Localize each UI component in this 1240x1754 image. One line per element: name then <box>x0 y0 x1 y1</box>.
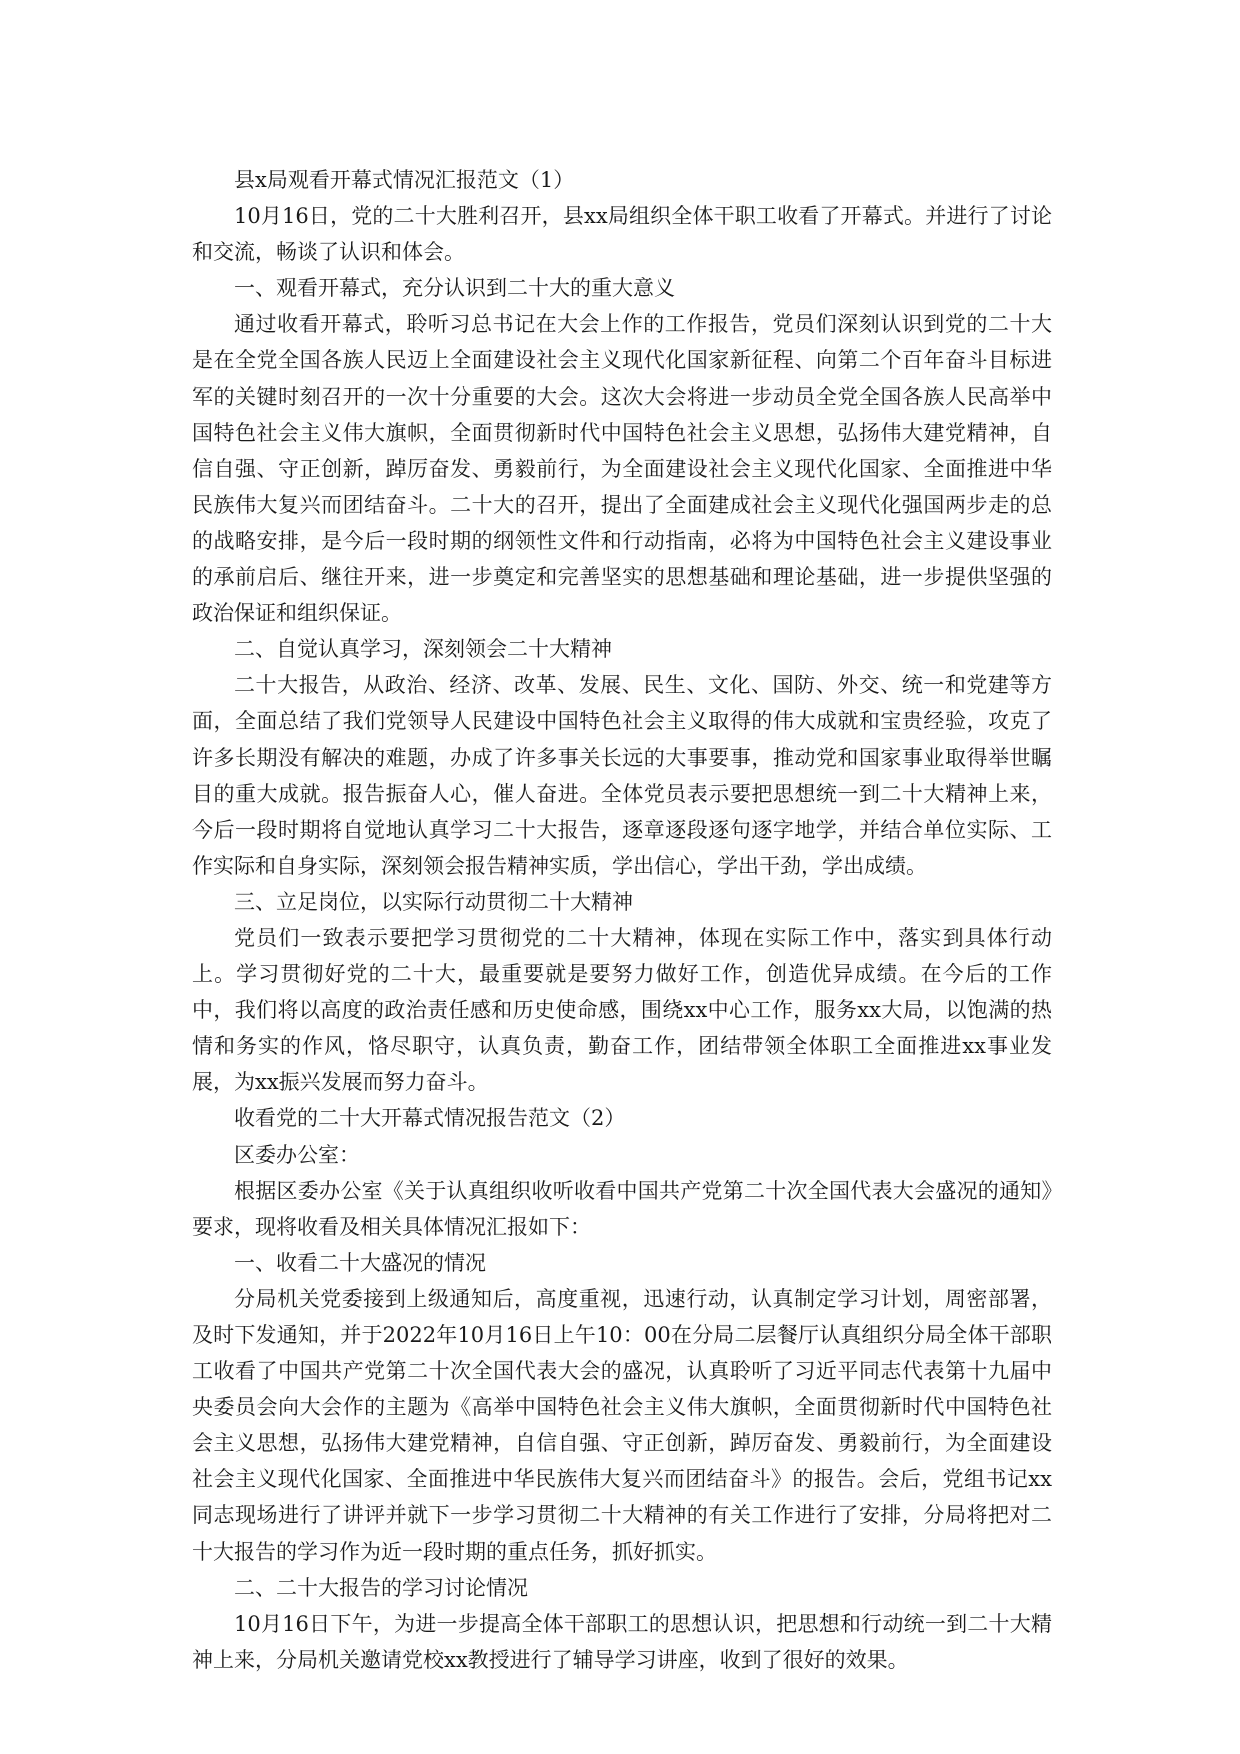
section-heading: 一、收看二十大盛况的情况 <box>234 1250 486 1275</box>
paragraph: 10月16日下午，为进一步提高全体干部职工的思想认识，把思想和行动统一到二十大精神上来，分局机关邀请党校xx教授进行了辅导学习讲座，收到了很好的效果。 <box>192 1611 1052 1672</box>
paragraph: 二十大报告，从政治、经济、改革、发展、民生、文化、国防、外交、统一和党建等方面，全面总结了我们党领导人民建设中国特色社会主义取得的伟大成就和宝贵经验，攻克了许多长期没有解决的难题，办成了许多事关长远的大事要事，推动党和国家事业取得举世瞩目的重大成就。报告振奋人心，催人奋进。全体党员表示要把思想统一到二十大精神上来，今后一段时期将自觉地认真学习二十大报告，逐章逐段逐句逐字地学，并结合单位实际、工作实际和自身实际，深刻领会报告精神实质，学出信心，学出干劲，学出成绩。 <box>192 673 1052 878</box>
paragraph: 根据区委办公室《关于认真组织收听收看中国共产党第二十次全国代表大会盛况的通知》要求，现将收看及相关具体情况汇报如下： <box>192 1178 1052 1239</box>
paragraph: 党员们一致表示要把学习贯彻党的二十大精神，体现在实际工作中，落实到具体行动上。学习贯彻好党的二十大，最重要就是要努力做好工作，创造优异成绩。在今后的工作中，我们将以高度的政治责任感和历史使命感，围绕xx中心工作，服务xx大局，以饱满的热情和务实的作风，恪尽职守，认真负责，勤奋工作，团结带领全体职工全面推进xx事业发展，为xx振兴发展而努力奋斗。 <box>192 925 1052 1095</box>
document-body <box>192 162 1052 1678</box>
paragraph: 通过收看开幕式，聆听习总书记在大会上作的工作报告，党员们深刻认识到党的二十大是在全党全国各族人民迈上全面建设社会主义现代化国家新征程、向第二个百年奋斗目标进军的关键时刻召开的一次十分重要的大会。这次大会将进一步动员全党全国各族人民高举中国特色社会主义伟大旗帜，全面贯彻新时代中国特色社会主义思想，弘扬伟大建党精神，自信自强、守正创新，踔厉奋发、勇毅前行，为全面建设社会主义现代化国家、全面推进中华民族伟大复兴而团结奋斗。二十大的召开，提出了全面建成社会主义现代化强国两步走的总的战略安排，是今后一段时期的纲领性文件和行动指南，必将为中国特色社会主义建设事业的承前启后、继往开来，进一步奠定和完善坚实的思想基础和理论基础，进一步提供坚强的政治保证和组织保证。 <box>192 312 1052 626</box>
section-heading: 二、自觉认真学习，深刻领会二十大精神 <box>234 637 612 662</box>
paragraph: 分局机关党委接到上级通知后，高度重视，迅速行动，认真制定学习计划，周密部署，及时下发通知，并于2022年10月16日上午10：00在分局二层餐厅认真组织分局全体干部职工收看了中国共产党第二十次全国代表大会的盛况，认真聆听了习近平同志代表第十九届中央委员会向大会作的主题为《高举中国特色社会主义伟大旗帜，全面贯彻新时代中国特色社会主义思想，弘扬伟大建党精神，自信自强、守正创新，踔厉奋发、勇毅前行，为全面建设社会主义现代化国家、全面推进中华民族伟大复兴而团结奋斗》的报告。会后，党组书记xx同志现场进行了讲评并就下一步学习贯彻二十大精神的有关工作进行了安排，分局将把对二十大报告的学习作为近一段时期的重点任务，抓好抓实。 <box>192 1286 1052 1564</box>
heading-report-2: 收看党的二十大开幕式情况报告范文（2） <box>234 1106 626 1131</box>
salutation: 区委办公室： <box>234 1142 360 1167</box>
section-heading: 三、立足岗位，以实际行动贯彻二十大精神 <box>234 889 633 914</box>
paragraph: 10月16日，党的二十大胜利召开，县xx局组织全体干职工收看了开幕式。并进行了讨论和交流，畅谈了认识和体会。 <box>192 204 1052 265</box>
heading-report-1: 县x局观看开幕式情况汇报范文（1） <box>234 168 575 192</box>
section-heading: 一、观看开幕式，充分认识到二十大的重大意义 <box>234 276 675 301</box>
section-heading: 二、二十大报告的学习讨论情况 <box>234 1575 528 1600</box>
